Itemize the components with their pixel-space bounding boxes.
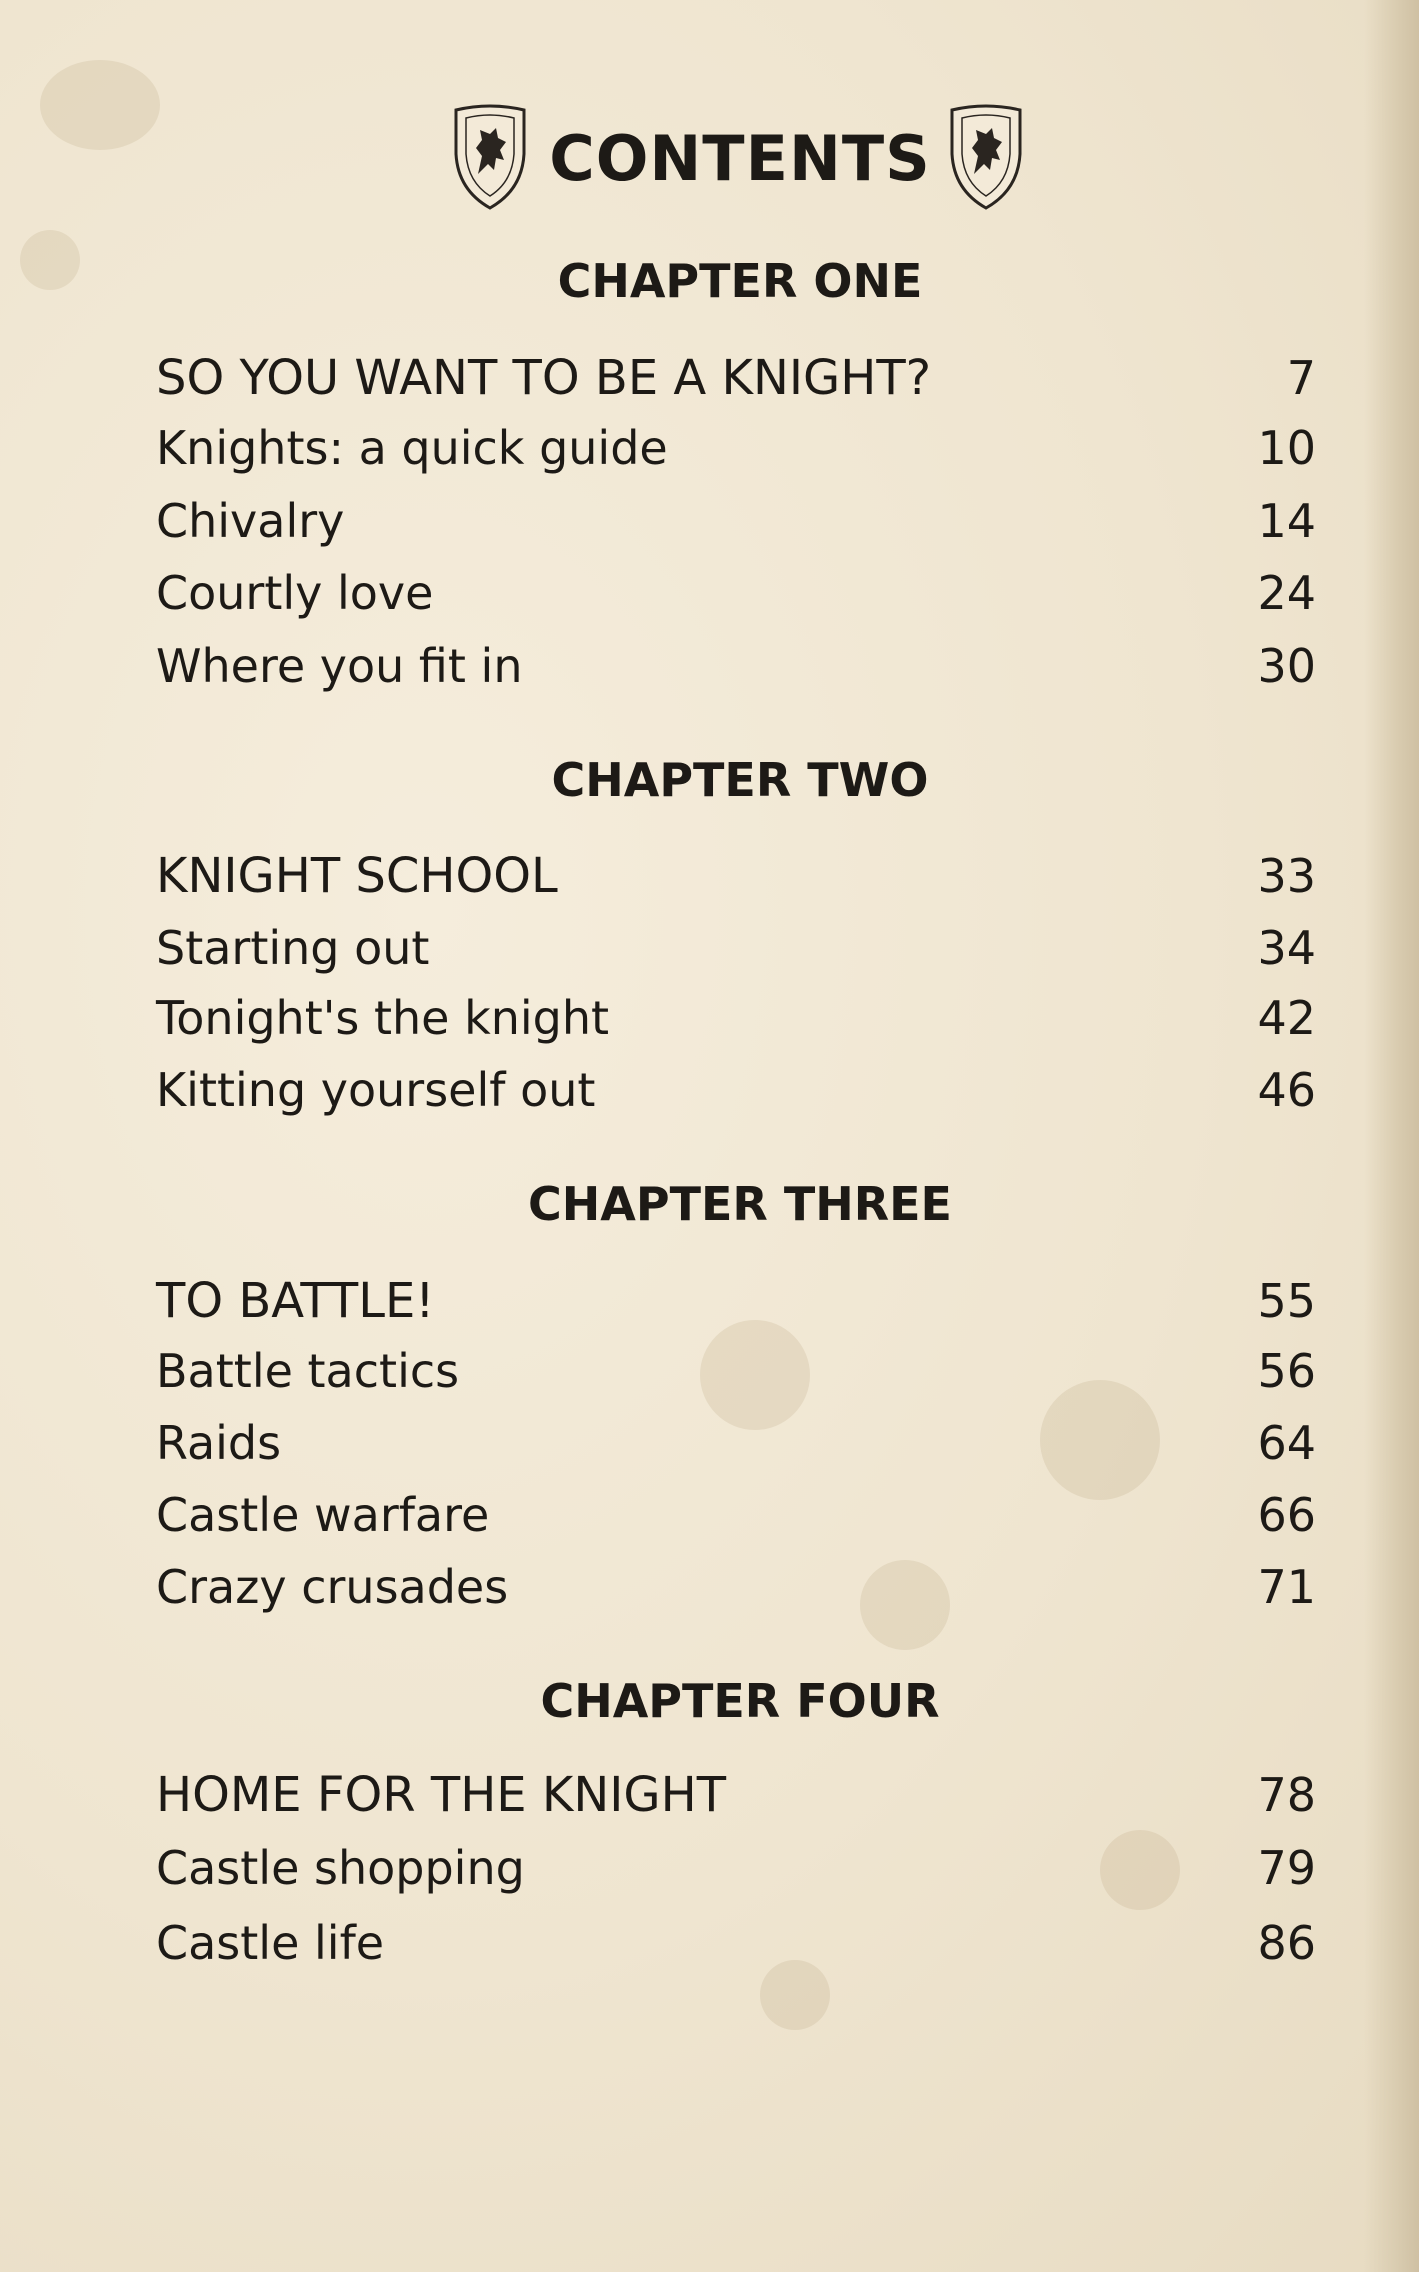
toc-entry-title: Castle life bbox=[156, 1916, 385, 1970]
heraldic-shield-icon bbox=[452, 104, 528, 210]
toc-entry[interactable] bbox=[156, 1482, 1316, 1548]
toc-entry[interactable] bbox=[156, 488, 1316, 554]
toc-entry[interactable] bbox=[156, 1762, 1316, 1828]
toc-entry[interactable] bbox=[156, 415, 1316, 481]
toc-entry-title: Chivalry bbox=[156, 494, 345, 548]
toc-entry-title: Where you fit in bbox=[156, 639, 523, 693]
toc-entry-page: 86 bbox=[1257, 1916, 1316, 1970]
toc-entry[interactable] bbox=[156, 1554, 1316, 1620]
toc-entry[interactable] bbox=[156, 345, 1316, 411]
heraldic-shield-icon bbox=[948, 104, 1024, 210]
toc-entry-page: 7 bbox=[1286, 351, 1316, 405]
toc-entry-title: Kitting yourself out bbox=[156, 1063, 596, 1117]
toc-entry-page: 64 bbox=[1257, 1416, 1316, 1470]
toc-entry-title: Knights: a quick guide bbox=[156, 421, 668, 475]
toc-entry-page: 33 bbox=[1257, 849, 1316, 903]
paper-stain bbox=[20, 230, 80, 290]
toc-entry-title: Courtly love bbox=[156, 566, 434, 620]
toc-entry-title: Castle shopping bbox=[156, 1841, 525, 1895]
toc-entry-page: 55 bbox=[1257, 1274, 1316, 1328]
toc-entry[interactable] bbox=[156, 560, 1316, 626]
toc-entry-title: Battle tactics bbox=[156, 1344, 460, 1398]
toc-entry[interactable] bbox=[156, 633, 1316, 699]
toc-entry[interactable] bbox=[156, 1338, 1316, 1404]
toc-entry-title: TO BATTLE! bbox=[156, 1273, 435, 1329]
toc-entry-title: Crazy crusades bbox=[156, 1560, 509, 1614]
toc-entry[interactable] bbox=[156, 1268, 1316, 1334]
toc-entry-title: Raids bbox=[156, 1416, 282, 1470]
toc-entry-page: 24 bbox=[1257, 566, 1316, 620]
toc-entry-page: 79 bbox=[1257, 1841, 1316, 1895]
toc-entry-title: SO YOU WANT TO BE A KNIGHT? bbox=[156, 350, 932, 406]
contents-header bbox=[0, 104, 1419, 214]
chapter-heading: CHAPTER FOUR bbox=[540, 1674, 940, 1728]
page-edge bbox=[1364, 0, 1419, 2272]
toc-entry[interactable] bbox=[156, 985, 1316, 1051]
toc-entry[interactable] bbox=[156, 1835, 1316, 1901]
toc-entry-page: 46 bbox=[1257, 1063, 1316, 1117]
toc-entry-page: 71 bbox=[1257, 1560, 1316, 1614]
chapter-heading: CHAPTER TWO bbox=[551, 753, 929, 807]
chapter-heading: CHAPTER THREE bbox=[528, 1177, 952, 1231]
toc-entry[interactable] bbox=[156, 1910, 1316, 1976]
toc-entry-page: 34 bbox=[1257, 921, 1316, 975]
toc-entry-title: Castle warfare bbox=[156, 1488, 490, 1542]
toc-entry-page: 78 bbox=[1257, 1768, 1316, 1822]
toc-entry-title: KNIGHT SCHOOL bbox=[156, 848, 558, 904]
toc-entry-page: 14 bbox=[1257, 494, 1316, 548]
toc-entry-page: 56 bbox=[1257, 1344, 1316, 1398]
toc-entry-page: 42 bbox=[1257, 991, 1316, 1045]
contents-title: CONTENTS bbox=[549, 122, 931, 195]
toc-entry-title: Tonight's the knight bbox=[156, 991, 610, 1045]
toc-entry-page: 66 bbox=[1257, 1488, 1316, 1542]
chapter-heading: CHAPTER ONE bbox=[557, 254, 923, 308]
toc-entry-page: 30 bbox=[1257, 639, 1316, 693]
toc-entry-page: 10 bbox=[1257, 421, 1316, 475]
toc-entry[interactable] bbox=[156, 915, 1316, 981]
toc-entry[interactable] bbox=[156, 1410, 1316, 1476]
toc-entry-title: HOME FOR THE KNIGHT bbox=[156, 1767, 727, 1823]
toc-entry[interactable] bbox=[156, 1057, 1316, 1123]
toc-entry-title: Starting out bbox=[156, 921, 430, 975]
toc-entry[interactable] bbox=[156, 843, 1316, 909]
